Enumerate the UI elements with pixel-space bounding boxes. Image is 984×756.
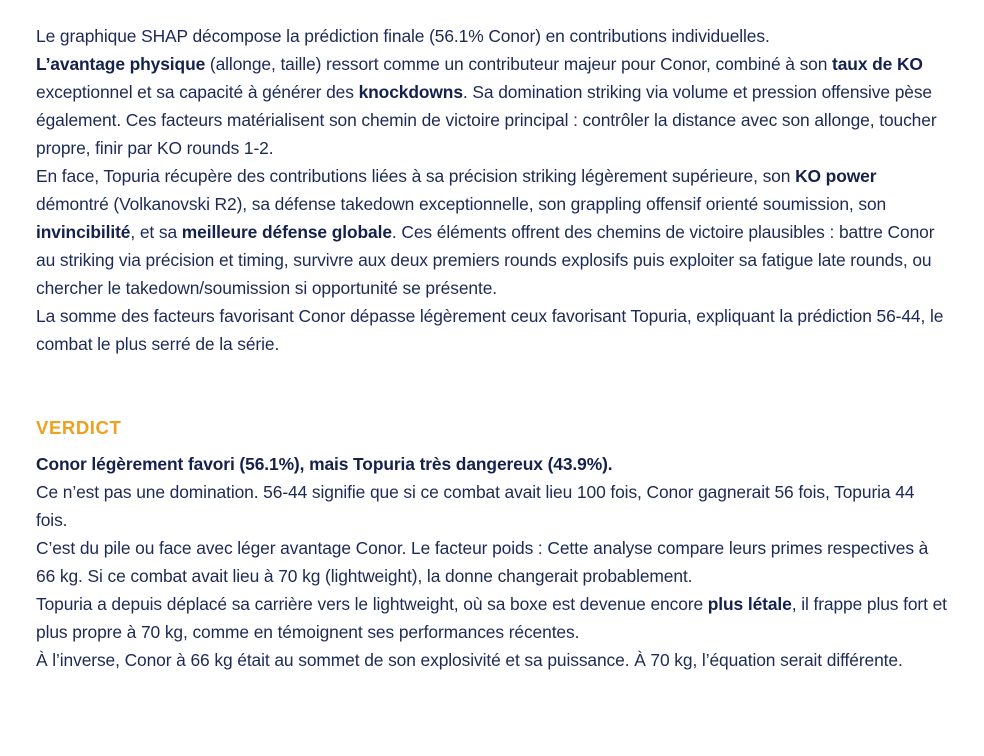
emphasis-text: KO power (795, 166, 877, 186)
body-text: . Sa domination striking via volume et pression offensive pèse également. Ces facteurs matérialisent son chemin de victoire principal : contrôler la distance avec son allonge, toucher propre, finir par KO rounds 1-2. (36, 82, 937, 158)
body-text: (allonge, taille) ressort comme un contributeur majeur pour Conor, combiné à son (205, 54, 833, 74)
emphasis-text: L’avantage physique (36, 54, 206, 74)
section-spacer (36, 358, 948, 414)
body-text: exceptionnel et sa capacité à générer des (36, 82, 359, 102)
verdict-paragraph-3 (36, 590, 948, 646)
conor-factors-paragraph (36, 50, 948, 162)
emphasis-text: taux de KO (832, 54, 923, 74)
emphasis-text: knockdowns (358, 82, 463, 102)
body-text: Topuria a depuis déplacé sa carrière vers le lightweight, où sa boxe est devenue encore (36, 594, 708, 614)
verdict-heading: VERDICT (36, 417, 122, 438)
body-text: En face, Topuria récupère des contributions liées à sa précision striking légèrement supérieure, son (36, 166, 796, 186)
shap-intro-paragraph: Le graphique SHAP décompose la prédiction finale (56.1% Conor) en contributions individuelles. (36, 26, 770, 46)
emphasis-text: invincibilité (36, 222, 131, 242)
emphasis-text: meilleure défense globale (181, 222, 392, 242)
article-content (36, 22, 948, 674)
body-text: . Ces éléments offrent des chemins de victoire plausibles : battre Conor au striking via précision et timing, survivre aux deux premiers rounds explosifs puis exploiter sa fatigue late rounds, ou chercher le takedown/soumission si opportunité se présente. (36, 222, 935, 298)
verdict-paragraph-2: C’est du pile ou face avec léger avantage Conor. Le facteur poids : Cette analyse compare leurs primes respectives à 66 kg. Si ce combat avait lieu à 70 kg (lightweight), la donne changerait probablement. (36, 538, 929, 586)
summary-paragraph: La somme des facteurs favorisant Conor dépasse légèrement ceux favorisant Topuria, expliquant la prédiction 56-44, le combat le plus serré de la série. (36, 306, 944, 354)
verdict-paragraph-4: À l’inverse, Conor à 66 kg était au sommet de son explosivité et sa puissance. À 70 kg, l’équation serait différente. (36, 650, 903, 670)
topuria-factors-paragraph (36, 162, 948, 302)
body-text: démontré (Volkanovski R2), sa défense takedown exceptionnelle, son grappling offensif orienté soumission, son (36, 194, 887, 214)
verdict-paragraph-1: Ce n’est pas une domination. 56-44 signifie que si ce combat avait lieu 100 fois, Conor gagnerait 56 fois, Topuria 44 fois. (36, 482, 915, 530)
emphasis-text: plus létale (707, 594, 792, 614)
body-text: , il frappe plus fort et plus propre à 70 kg, comme en témoignent ses performances récentes. (36, 594, 947, 642)
verdict-lead: Conor légèrement favori (56.1%), mais Topuria très dangereux (43.9%). (36, 454, 613, 474)
body-text: , et sa (130, 222, 182, 242)
